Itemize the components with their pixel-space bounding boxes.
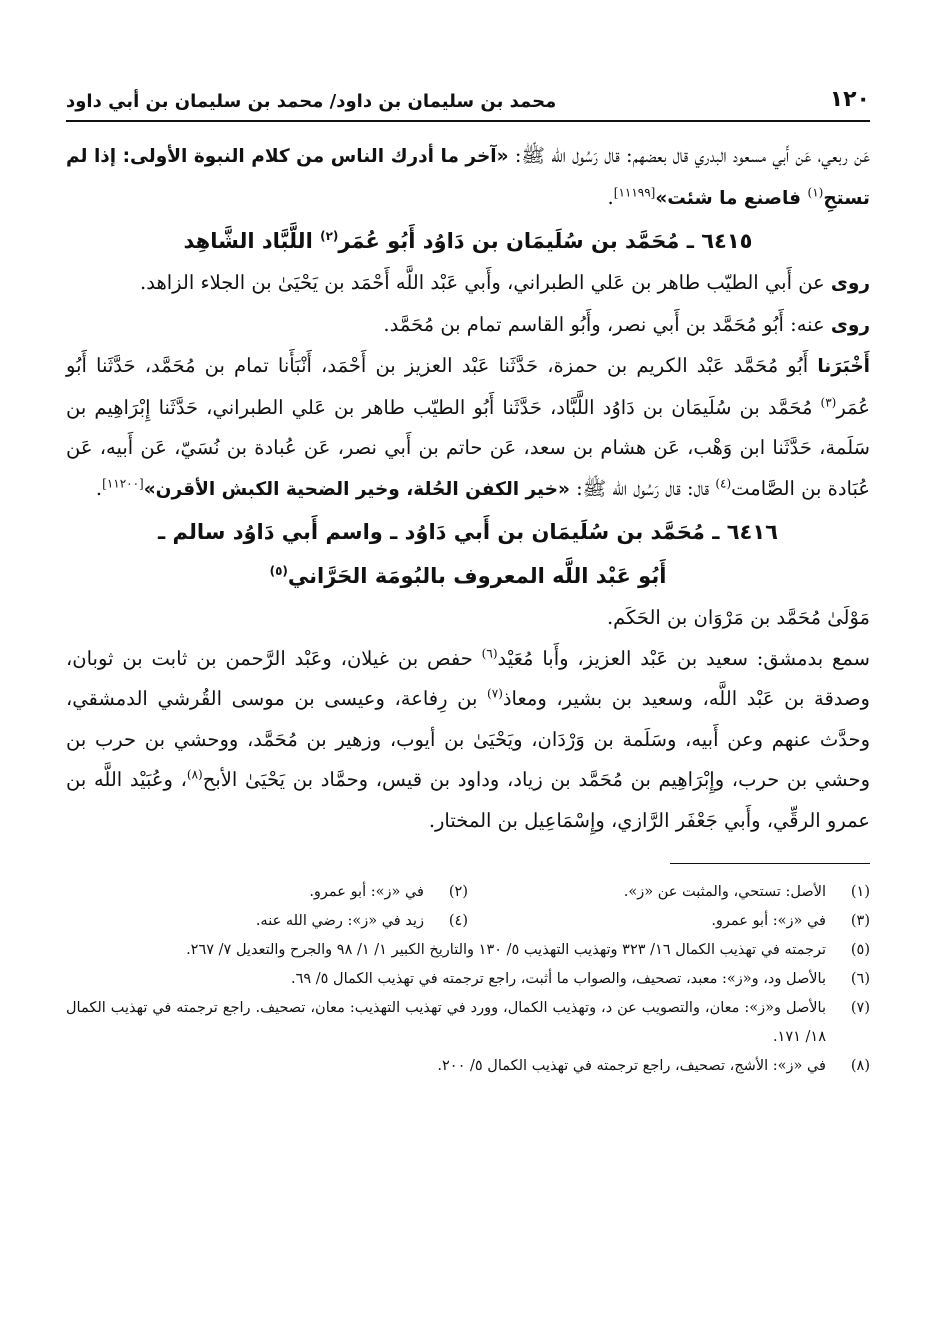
entry-title-text: ٦٤١٦ ـ مُحَمَّد بن سُلَيمَان بن أَبي دَاوُد ـ واسم أَبي دَاوُد سالم ـ — [158, 520, 778, 544]
paragraph-rawa-an — [66, 263, 870, 305]
entry-title-text: أَبُو عَبْد اللَّه المعروف بالبُومَة الحَرَّاني — [287, 564, 667, 588]
footnote-text: في «ز»: الأشج، تصحيف، راجع ترجمته في تهذيب الكمال ٥/ ٢٠٠. — [437, 1058, 826, 1074]
paragraph-samia — [66, 639, 870, 842]
footnote-2 — [66, 878, 468, 907]
footnote-ref: (٨) — [186, 767, 203, 782]
footnote-number: (٥) — [850, 942, 870, 958]
footnote-7 — [66, 994, 870, 1052]
hadith-quote: فاصنع ما شئت» — [655, 187, 808, 209]
footnote-number: (٦) — [850, 971, 870, 987]
footnotes — [66, 878, 870, 1081]
footnote-text: الأصل: تستحي، والمثبت عن «ز». — [623, 884, 826, 900]
text-run: قال: قال رَسُول الله ﷺ: — [569, 476, 716, 500]
footnote-ref: (٢) — [320, 229, 339, 243]
footnote-number: (٣) — [850, 913, 870, 929]
text-run: عنه: أَبُو مُحَمَّد بن أَبي نصر، وأَبُو القاسم تمام بن مُحَمَّد. — [383, 312, 831, 336]
footnote-6 — [66, 965, 870, 994]
footnote-ref: (٣) — [820, 395, 837, 409]
footnote-text: زيد في «ز»: رضي الله عنه. — [255, 913, 424, 929]
footnote-ref: (٦) — [481, 646, 498, 660]
footnote-row — [66, 878, 870, 907]
text-run: حفص بن غيلان، وعَبْد الرَّحمن بن ثابت بن ثوبان، وصدقة بن عَبْد اللَّه، وسعيد بن بشير، ومعاذ — [66, 646, 870, 710]
footnote-8 — [66, 1052, 870, 1081]
text-run: مُحَمَّد بن سُلَيمَان بن دَاوُد اللَّبَّاد، حَدَّثَنا أَبُو الطيّب طاهر بن عَلي الطبراني، حَدَّثَنا إِبْرَاهِيم بن سَلَمة، حَدَّثَنا ابن وَهْب، عَن هشام بن سعد، عَن حاتم بن أَبي نصر، عَن عُبادة بن نُسَيّ، عَن أَبيه، عَن عُبَادة بن الصَّامت — [66, 395, 870, 500]
header-rule — [66, 120, 870, 122]
lead-word: روى — [830, 273, 870, 294]
footnote-5 — [66, 936, 870, 965]
hadith-number: [١١٢٠٠] — [102, 476, 144, 490]
text-run: أَبُو مُحَمَّد عَبْد الكريم بن حمزة، حَدَّثَنا عَبْد العزيز بن أَحْمَد، أَنْبَأَنا تمام بن مُحَمَّد، حَدَّثَنا أَبُو عُمَر — [66, 354, 870, 419]
text-run: عَن ربعي، عَن أَبي مسعود البدري قال بعضهم: قال رَسُول الله ﷺ: — [508, 144, 870, 167]
entry-title-text: اللَّبَّاد الشَّاهِد — [183, 229, 321, 253]
footnote-text: بالأصل و«ز»: معان، والتصويب عن د، وتهذيب الكمال، وورد في تهذيب التهذيب: معان، تصحيف. راجع ترجمته في تهذيب الكمال ١٨/ ١٧١. — [66, 1000, 826, 1045]
footnote-number: (٨) — [850, 1058, 870, 1074]
hadith-quote: «آخر ما أدرك الناس من كلام النبوة الأولى: إذا لم تستحِ — [66, 146, 870, 209]
paragraph-mawla — [66, 598, 870, 639]
paragraph-hadith-1: عَن ربعي، عَن أَبي مسعود البدري قال بعضهم: قال رَسُول الله ﷺ: «آخر ما أدرك الناس من كلام النبوة الأولى: إذا لم تستحِ$^{(١)}$ فاصنع ما شئت»[١١١٩٩]. — [66, 144, 870, 209]
lead-word: أَخْبَرَنا — [817, 356, 870, 377]
page-number: ١٢٠ — [829, 87, 870, 112]
entry-title-text: ٦٤١٥ ـ مُحَمَّد بن سُلَيمَان بن دَاوُد أَبُو عُمَر — [338, 229, 753, 253]
footnote-1 — [468, 878, 870, 907]
paragraph-rawa-anhu — [66, 305, 870, 347]
hadith-number: [١١١٩٩] — [613, 185, 656, 199]
footnote-ref: (٤) — [715, 476, 732, 490]
text-run: ، وعُبَيْد اللَّه بن عمرو الرقِّي، وأَبي جَعْفَر الرَّازي، وإِسْمَاعِيل بن المختار. — [66, 768, 870, 832]
text-run: بن رِفاعة، وعيسى بن موسى القُرشي الدمشقي، وحدَّث عنهم وعن أَبيه، وسَلَمة بن وَرْدَان، ويَحْيَىٰ بن أيوب، وزهير بن مُحَمَّد، ووحشي بن حرب بن وحشي بن حرب، وإِبْرَاهِيم بن مُحَمَّد بن زياد، وداود بن قيس، وحمَّاد بن يَحْيَىٰ الأبح — [66, 687, 870, 791]
footnote-text: بالأصل ود، و«ز»: معبد، تصحيف، والصواب ما أثبت، راجع ترجمته في تهذيب الكمال ٥/ ٦٩. — [290, 971, 826, 987]
footnote-text: في «ز»: أبو عمرو. — [309, 884, 424, 900]
footnote-text: ترجمته في تهذيب الكمال ١٦/ ٣٢٣ وتهذيب التهذيب ٥/ ١٣٠ والتاريخ الكبير ١/ ١/ ٩٨ والجرح والتعديل ٧/ ٢٦٧. — [186, 942, 826, 958]
main-text — [66, 136, 870, 841]
footnote-number: (٢) — [448, 884, 468, 900]
footnote-number: (٤) — [448, 913, 468, 929]
text-run: مَوْلَىٰ مُحَمَّد بن مَرْوَان بن الحَكَم. — [606, 606, 870, 629]
paragraph-isnad: أَخْبَرَنا أَبُو مُحَمَّد عَبْد الكريم بن حمزة، حَدَّثَنا عَبْد العزيز بن أَحْمَد، أَنْبَأَنا تمام بن مُحَمَّد، حَدَّثَنا أَبُو عُمَر$^{(٣)}$ مُحَمَّد بن سُلَيمَان بن دَاوُد اللَّبَّاد، حَدَّثَنا أَبُو الطيّب طاهر بن عَلي الطبراني، حَدَّثَنا إِبْرَاهِيم بن سَلَمة، حَدَّثَنا ابن وَهْب، عَن هشام بن سعد، عَن حاتم بن أَبي نصر، عَن عُبادة بن نُسَيّ، عَن أَبيه، عَن عُبَادة بن الصَّامت$^{(٤)}$ قال: قال رَسُول الله ﷺ: «خير الكفن الحُلة، وخير الضحية الكبش الأقرن»[١١٢٠٠]. — [66, 354, 870, 500]
text-run: سمع بدمشق: سعيد بن عَبْد العزيز، وأَبا مُعَيْد — [497, 646, 870, 670]
entry-title-6416 — [66, 510, 870, 598]
footnote-text: في «ز»: أبو عمرو. — [711, 913, 826, 929]
footnote-ref: (١) — [807, 185, 824, 199]
footnote-separator — [670, 863, 870, 864]
footnote-ref: (٥) — [269, 564, 288, 578]
footnote-4 — [66, 907, 468, 936]
footnote-3 — [468, 907, 870, 936]
entry-title-6415 — [66, 219, 870, 263]
hadith-quote: «خير الكفن الحُلة، وخير الضحية الكبش الأقرن» — [143, 478, 570, 500]
text-run: عن أَبي الطيّب طاهر بن عَلي الطبراني، وأَبي عَبْد اللَّه أَحْمَد بن يَحْيَىٰ بن الجلاء الزاهد. — [140, 271, 831, 294]
page-header — [66, 78, 870, 112]
footnote-ref: (٧) — [487, 686, 503, 701]
lead-word: روى — [830, 314, 870, 336]
running-title: محمد بن سليمان بن داود/ محمد بن سليمان بن أبي داود — [66, 91, 557, 112]
footnote-number: (١) — [850, 884, 870, 900]
footnote-number: (٧) — [850, 1000, 870, 1016]
footnote-row — [66, 907, 870, 936]
